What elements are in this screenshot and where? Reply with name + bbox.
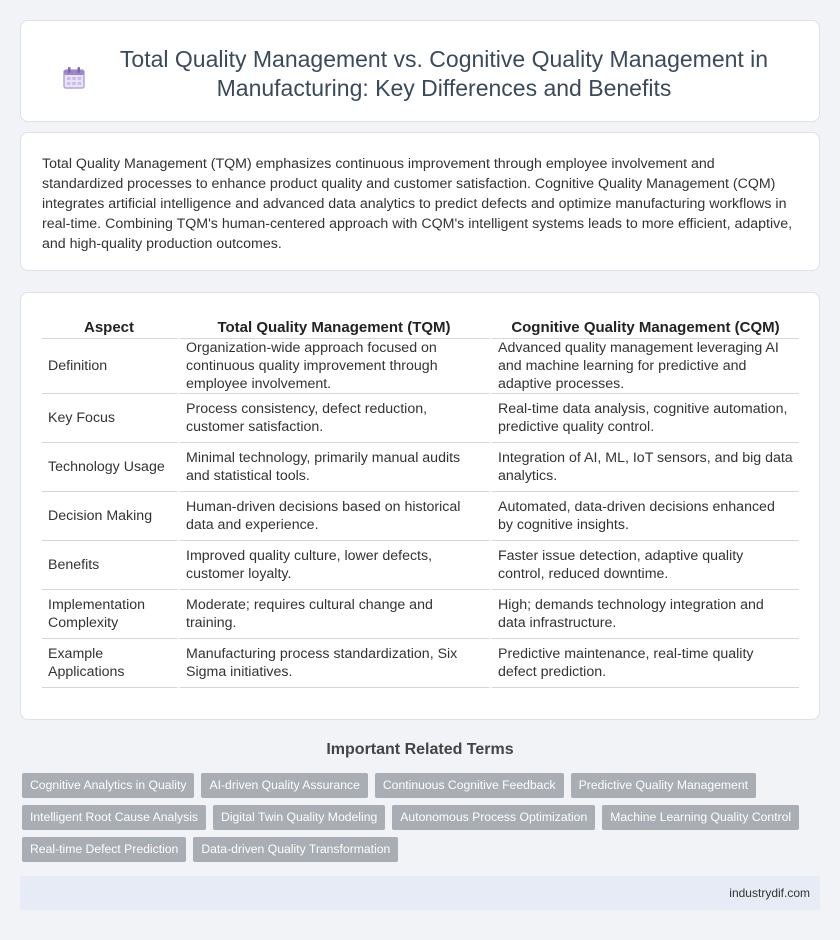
row-tqm: Manufacturing process standardization, Six Sigma initiatives. bbox=[180, 639, 492, 688]
row-tqm: Improved quality culture, lower defects, customer loyalty. bbox=[180, 541, 492, 590]
row-aspect: Key Focus bbox=[42, 394, 180, 443]
row-aspect: Implementation Complexity bbox=[42, 590, 180, 639]
table-row bbox=[42, 394, 799, 443]
row-cqm: High; demands technology integration and data infrastructure. bbox=[492, 590, 799, 639]
term-tag[interactable]: Digital Twin Quality Modeling bbox=[213, 805, 385, 830]
row-aspect: Definition bbox=[42, 339, 180, 394]
row-tqm: Human-driven decisions based on historical data and experience. bbox=[180, 492, 492, 541]
table-row bbox=[42, 492, 799, 541]
term-tag[interactable]: AI-driven Quality Assurance bbox=[201, 773, 367, 798]
term-tag[interactable]: Intelligent Root Cause Analysis bbox=[22, 805, 206, 830]
row-aspect: Technology Usage bbox=[42, 443, 180, 492]
intro-card bbox=[20, 132, 820, 271]
footer-site[interactable]: industrydif.com bbox=[729, 886, 810, 900]
table-row bbox=[42, 590, 799, 639]
comparison-card bbox=[20, 292, 820, 720]
calendar-icon bbox=[61, 65, 87, 91]
row-cqm: Automated, data-driven decisions enhanced by cognitive insights. bbox=[492, 492, 799, 541]
table-row bbox=[42, 443, 799, 492]
title-card bbox=[20, 20, 820, 122]
row-tqm: Minimal technology, primarily manual audits and statistical tools. bbox=[180, 443, 492, 492]
row-tqm: Process consistency, defect reduction, customer satisfaction. bbox=[180, 394, 492, 443]
term-tag[interactable]: Machine Learning Quality Control bbox=[602, 805, 799, 830]
row-cqm: Advanced quality management leveraging AI and machine learning for predictive and adaptive processes. bbox=[492, 339, 799, 394]
table-row bbox=[42, 339, 799, 394]
header-cqm: Cognitive Quality Management (CQM) bbox=[492, 315, 799, 339]
table-row bbox=[42, 541, 799, 590]
related-terms-list bbox=[22, 773, 818, 869]
header-tqm: Total Quality Management (TQM) bbox=[180, 315, 492, 339]
row-aspect: Benefits bbox=[42, 541, 180, 590]
row-cqm: Real-time data analysis, cognitive automation, predictive quality control. bbox=[492, 394, 799, 443]
row-tqm: Moderate; requires cultural change and training. bbox=[180, 590, 492, 639]
footer bbox=[20, 876, 820, 910]
row-cqm: Integration of AI, ML, IoT sensors, and big data analytics. bbox=[492, 443, 799, 492]
term-tag[interactable]: Cognitive Analytics in Quality bbox=[22, 773, 194, 798]
table-row bbox=[42, 639, 799, 688]
page-title: Total Quality Management vs. Cognitive Quality Management in Manufacturing: Key Differences and Benefits bbox=[119, 46, 769, 101]
intro-paragraph: Total Quality Management (TQM) emphasizes continuous improvement through employee involvement and standardized processes to enhance product quality and customer satisfaction. Cognitive Quality Management (CQM) integrates artificial intelligence and advanced data analytics to predict defects and optimize manufacturing workflows in real-time. Combining TQM's human-centered approach with CQM's intelligent systems leads to more efficient, adaptive, and high-quality production outcomes. bbox=[42, 156, 793, 252]
related-terms-title: Important Related Terms bbox=[326, 741, 514, 758]
row-cqm: Faster issue detection, adaptive quality control, reduced downtime. bbox=[492, 541, 799, 590]
row-aspect: Example Applications bbox=[42, 639, 180, 688]
table-header-row bbox=[42, 315, 799, 339]
term-tag[interactable]: Data-driven Quality Transformation bbox=[193, 837, 398, 862]
term-tag[interactable]: Real-time Defect Prediction bbox=[22, 837, 186, 862]
term-tag[interactable]: Continuous Cognitive Feedback bbox=[375, 773, 564, 798]
row-tqm: Organization-wide approach focused on continuous quality improvement through employee involvement. bbox=[180, 339, 492, 394]
comparison-table bbox=[42, 315, 799, 688]
row-aspect: Decision Making bbox=[42, 492, 180, 541]
term-tag[interactable]: Autonomous Process Optimization bbox=[392, 805, 595, 830]
header-aspect: Aspect bbox=[42, 315, 180, 339]
row-cqm: Predictive maintenance, real-time quality defect prediction. bbox=[492, 639, 799, 688]
term-tag[interactable]: Predictive Quality Management bbox=[571, 773, 756, 798]
